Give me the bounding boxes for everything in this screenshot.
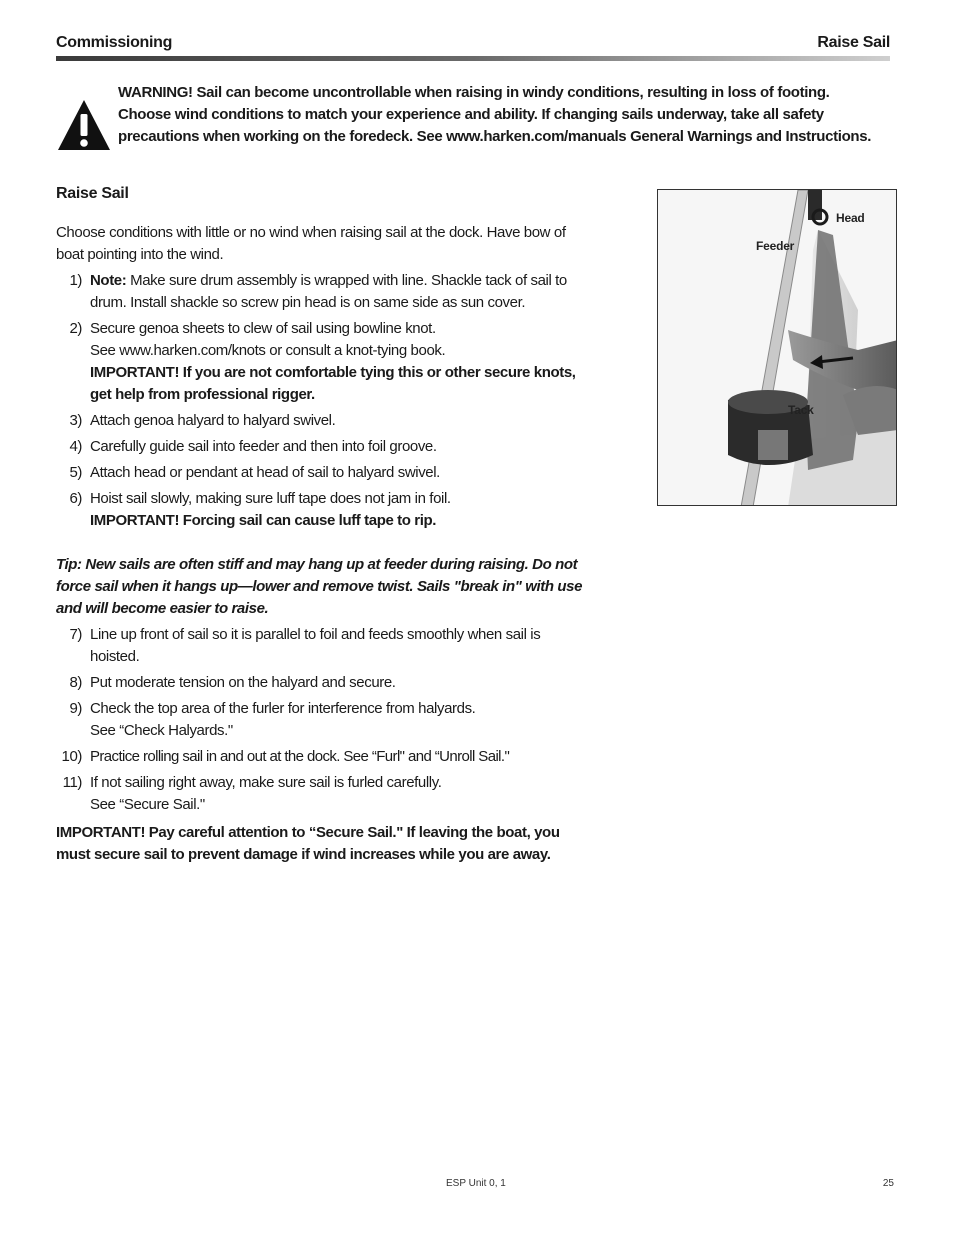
furler-photo (657, 189, 897, 506)
instructions (56, 222, 586, 881)
tip-paragraph: Tip: New sails are often stiff and may hang up at feeder during raising. Do not force sail when it hangs up—lower and remove twist. Sails "break in" with use and will become easier to raise. (56, 556, 583, 617)
warning-triangle-icon (56, 98, 112, 152)
item-text: Attach genoa halyard to halyard swivel. (90, 412, 336, 429)
item-text: Make sure drum assembly is wrapped with line. Shackle tack of sail to drum. Install shackle so screw pin head is on same side as sun cover. (90, 272, 567, 311)
item-text: Secure genoa sheets to clew of sail using bowline knot. (90, 320, 436, 337)
list-item (56, 624, 586, 668)
warning-text: WARNING! Sail can become uncontrollable when raising in windy conditions, resulting in loss of footing. Choose wind conditions to match your experience and ability. If changing sails underway, take all safety precautions when working on the foredeck. See www.harken.com/manuals General Warnings and Instructions. (118, 84, 872, 145)
item-number: 9) (69, 700, 82, 717)
item-number: 6) (69, 490, 82, 507)
item-text: Carefully guide sail into feeder and then into foil groove. (90, 438, 437, 455)
list-item (56, 462, 586, 484)
list-item (56, 672, 586, 694)
item-number: 7) (69, 626, 82, 643)
label-tack: Tack (788, 403, 814, 417)
topic-name: Raise Sail (817, 34, 890, 51)
item-text: Practice rolling sail in and out at the dock. See “Furl" and “Unroll Sail." (90, 748, 510, 765)
item-number: 8) (69, 674, 82, 691)
page-header (56, 34, 890, 64)
item-text: Attach head or pendant at head of sail to halyard swivel. (90, 464, 440, 481)
intro-paragraph: Choose conditions with little or no wind when raising sail at the dock. Have bow of boat pointing into the wind. (56, 224, 566, 263)
furler-illustration (658, 190, 897, 506)
item-number: 11) (62, 774, 82, 791)
item-number: 10) (61, 748, 82, 765)
item-text: If not sailing right away, make sure sail is furled carefully. (90, 774, 442, 791)
header-rule (56, 56, 890, 61)
item-text: Check the top area of the furler for interference from halyards. (90, 700, 476, 717)
item-important: IMPORTANT! If you are not comfortable tying this or other secure knots, get help from professional rigger. (90, 364, 576, 403)
item-number: 5) (69, 464, 82, 481)
item-text: Hoist sail slowly, making sure luff tape does not jam in foil. (90, 490, 451, 507)
list-item (56, 410, 586, 432)
item-important: IMPORTANT! Forcing sail can cause luff tape to rip. (90, 512, 437, 529)
list-item (56, 436, 586, 458)
item-number: 3) (69, 412, 82, 429)
list-item (56, 488, 586, 532)
list-item (56, 698, 586, 742)
final-important: IMPORTANT! Pay careful attention to “Secure Sail." If leaving the boat, you must secure sail to prevent damage if wind increases while you are away. (56, 824, 560, 863)
item-number: 2) (69, 320, 82, 337)
item-text: Line up front of sail so it is parallel to foil and feeds smoothly when sail is hoisted. (90, 626, 541, 665)
list-item (56, 318, 586, 406)
item-number: 1) (69, 272, 82, 289)
list-item (56, 270, 586, 314)
item-number: 4) (69, 438, 82, 455)
list-item (56, 772, 586, 816)
page-number: 25 (882, 1178, 894, 1189)
list-item (56, 746, 586, 768)
label-head: Head (836, 211, 865, 225)
section-title: Raise Sail (56, 185, 129, 202)
item-text: Put moderate tension on the halyard and secure. (90, 674, 396, 691)
item-text-2: See “Secure Sail." (90, 796, 205, 813)
item-text-2: See “Check Halyards." (90, 722, 233, 739)
section-name: Commissioning (56, 34, 173, 51)
footer-unit: ESP Unit 0, 1 (446, 1178, 506, 1189)
item-lead: Note: (90, 272, 127, 289)
item-text-2: See www.harken.com/knots or consult a knot-tying book. (90, 342, 446, 359)
label-feeder: Feeder (756, 239, 795, 253)
